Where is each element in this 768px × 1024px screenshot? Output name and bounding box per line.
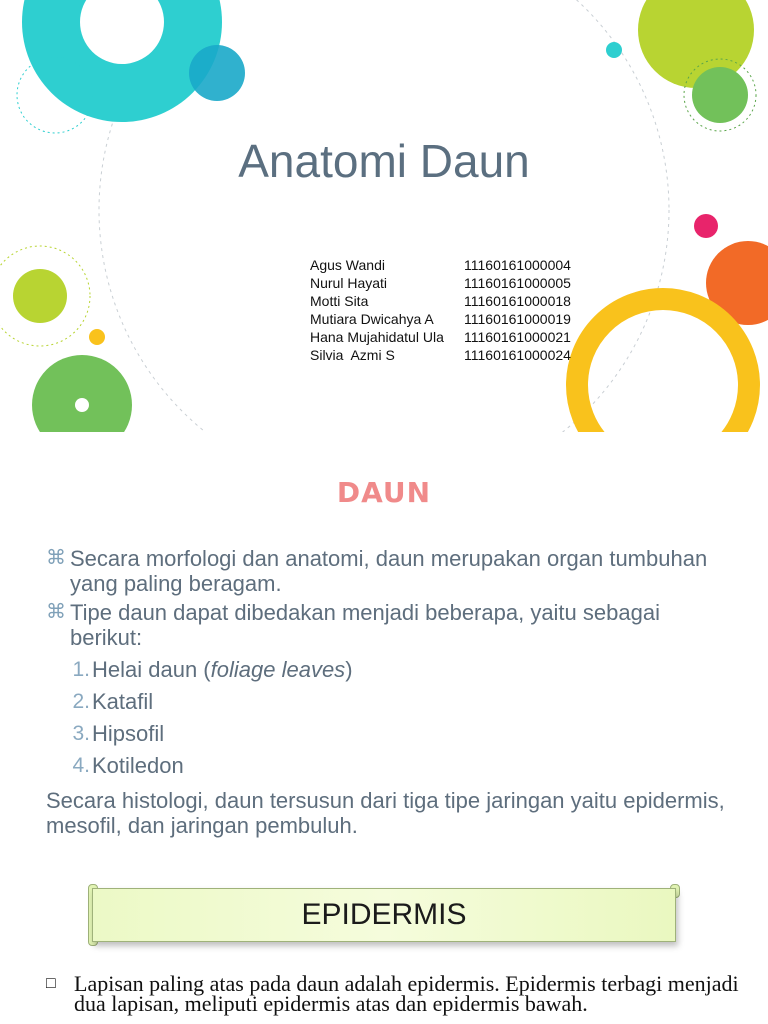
list-number: 2. [72,690,90,713]
member-nim: 11160161000004 [464,257,571,273]
banner-title: EPIDERMIS [92,888,676,942]
list-text: Katafil [92,689,154,714]
list-text: Hipsofil [92,721,165,746]
member-name: Agus Wandi [310,257,385,273]
paragraph-text: Lapisan paling atas pada daun adalah epidermis. Epidermis terbagi menjadi dua lapisan, meliputi epidermis atas dan epidermis bawah. [74,971,739,1016]
epidermis-banner [88,884,680,948]
slide-content [46,546,736,838]
member-name: Hana Mujahidatul Ula [310,329,444,345]
member-name: Motti Sita [310,293,369,309]
decorative-circles [0,0,768,432]
member-name: Nurul Hayati [310,275,388,291]
member-nim: 11160161000024 [464,347,571,363]
member-name: Silvia Azmi S [310,347,395,363]
list-number: 4. [72,754,90,777]
list-text: Kotiledon [92,753,184,778]
leaf-type-list [46,654,736,782]
list-item [46,750,736,782]
list-number: 1. [72,658,90,681]
member-nim: 11160161000018 [464,293,571,309]
member-row [310,328,604,346]
histology-text: Secara histologi, daun tersusun dari tiga tipe jaringan yaitu epidermis, mesofil, dan jaringan pembuluh. [46,788,725,838]
member-row [310,274,604,292]
list-text: Helai daun (foliage leaves) [92,657,353,682]
bullet-text: Secara morfologi dan anatomi, daun merupakan organ tumbuhan yang paling beragam. [70,546,708,596]
bullet-box-icon: □ [46,975,56,992]
list-item [46,686,736,718]
epidermis-paragraph [46,971,746,1016]
slide-heading: DAUN [336,476,432,509]
member-row [310,256,604,274]
member-nim: 11160161000021 [464,329,571,345]
member-nim: 11160161000005 [464,275,571,291]
member-row [310,292,604,310]
bullet-item [46,546,736,596]
list-number: 3. [72,722,90,745]
leaf-bullet-icon: ⌘ [46,601,66,623]
member-list [310,256,604,364]
bullet-item [46,600,736,650]
bullet-text: Tipe daun dapat dibedakan menjadi beberapa, yaitu sebagai berikut: [70,600,660,650]
member-nim: 11160161000019 [464,311,571,327]
member-row [310,310,604,328]
list-item [46,718,736,750]
presentation-title: Anatomi Daun [238,135,530,187]
member-row [310,346,604,364]
list-item [46,654,736,686]
member-name: Mutiara Dwicahya A [310,311,434,327]
title-slide [0,0,768,432]
leaf-bullet-icon: ⌘ [46,547,66,569]
